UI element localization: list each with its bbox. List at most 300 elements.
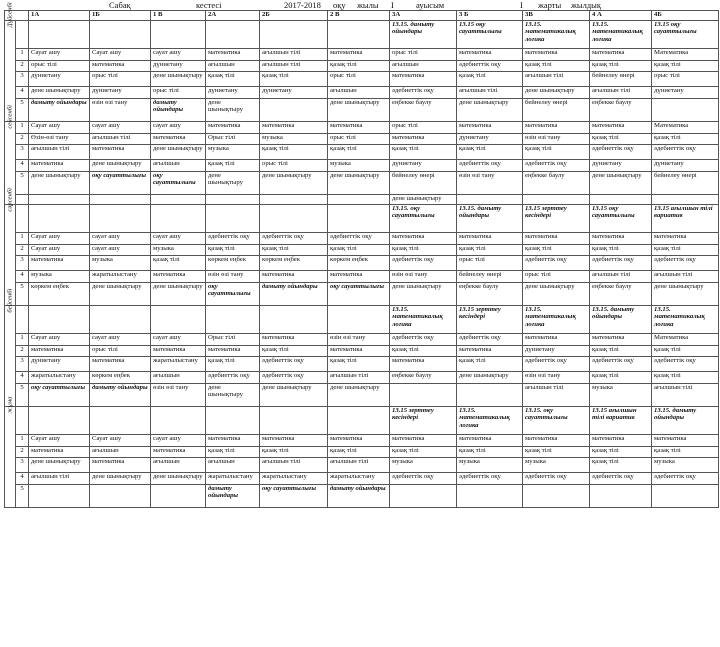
lesson-cell: математика: [390, 134, 457, 145]
lesson-cell: әдебиеттік оқу: [523, 357, 590, 372]
lesson-cell: дене шынықтыру: [151, 283, 206, 306]
lesson-number: 3: [16, 357, 29, 372]
elective-cell: 13.15. оқу сауаттылығы: [523, 407, 590, 435]
lesson-row: [5, 271, 719, 283]
lesson-cell: математика: [523, 49, 590, 61]
lesson-cell: оқу сауаттылығы: [206, 283, 260, 306]
lesson-cell: әдебиеттік оқу: [390, 87, 457, 99]
lesson-cell: әдебиеттік оқу: [457, 334, 523, 346]
lesson-cell: ағылшын тілі: [328, 372, 390, 384]
lesson-number: 3: [16, 145, 29, 160]
elective-cell: 13.15. оқу сауаттылығы: [390, 205, 457, 233]
lesson-cell: дүниетану: [29, 72, 90, 87]
lesson-cell: [29, 195, 90, 205]
elective-cell: 13.15 ағылшын тілі вариатив: [652, 205, 719, 233]
class-header: 4Б: [652, 11, 719, 21]
elective-cell: 13.15 оқу сауаттылығы: [652, 21, 719, 49]
lesson-cell: математика: [151, 134, 206, 145]
elective-cell: [151, 205, 206, 233]
elective-row: [5, 306, 719, 334]
lesson-cell: Математика: [652, 334, 719, 346]
lesson-cell: математика: [457, 122, 523, 134]
lesson-cell: сауат ашу: [151, 435, 206, 447]
lesson-cell: [652, 99, 719, 122]
lesson-cell: дене шынықтыру: [457, 372, 523, 384]
elective-cell: 13.15. математикалық логика: [523, 306, 590, 334]
lesson-cell: ағылшын тілі: [457, 87, 523, 99]
class-header: 3 Б: [457, 11, 523, 21]
day-label: сәрсенбі: [6, 187, 14, 212]
lesson-cell: әдебиеттік оқу: [652, 357, 719, 372]
lesson-cell: ағылшын тілі: [29, 473, 90, 485]
lesson-cell: математика: [328, 122, 390, 134]
elective-cell: [90, 407, 151, 435]
lesson-row: [5, 233, 719, 245]
elective-cell: [260, 306, 328, 334]
lesson-cell: ағылшын тілі: [590, 87, 652, 99]
lesson-cell: математика: [523, 233, 590, 245]
lesson-cell: дүниетану: [523, 346, 590, 357]
lesson-cell: [151, 485, 206, 508]
lesson-row: [5, 283, 719, 306]
lesson-cell: дене шынықтыру: [390, 195, 457, 205]
title-word: жылдық: [571, 0, 601, 10]
lesson-cell: музыка: [151, 245, 206, 256]
lesson-cell: орыс тілі: [457, 256, 523, 271]
lesson-cell: еңбекке баулу: [390, 99, 457, 122]
elective-cell: 13.15 ағылшын тілі вариатив: [590, 407, 652, 435]
lesson-cell: сауат ашу: [90, 245, 151, 256]
lesson-row: [5, 172, 719, 195]
lesson-number: [16, 205, 29, 233]
lesson-cell: математика: [590, 49, 652, 61]
lesson-row: [5, 357, 719, 372]
elective-cell: 13.15. дамыту ойындары: [652, 407, 719, 435]
elective-cell: 13.15 зерттеу кесіндері: [523, 205, 590, 233]
lesson-cell: қазақ тілі: [260, 72, 328, 87]
lesson-cell: дүниетану: [260, 87, 328, 99]
lesson-cell: математика: [457, 435, 523, 447]
lesson-cell: әдебиеттік оқу: [523, 473, 590, 485]
elective-cell: 13.15. математикалық логика: [652, 306, 719, 334]
lesson-cell: [652, 195, 719, 205]
lesson-cell: дене шынықтыру: [151, 72, 206, 87]
lesson-cell: дене шынықтыру: [457, 99, 523, 122]
lesson-cell: әдебиеттік оқу: [652, 256, 719, 271]
lesson-cell: сауат ашу: [151, 49, 206, 61]
class-header: 4 А: [590, 11, 652, 21]
lesson-number: [16, 407, 29, 435]
lesson-cell: қазақ тілі: [390, 346, 457, 357]
lesson-cell: ағылшын тілі: [652, 384, 719, 407]
lesson-number: 4: [16, 473, 29, 485]
lesson-cell: қазақ тілі: [590, 61, 652, 72]
lesson-cell: музыка: [652, 458, 719, 473]
elective-cell: 13.15 зерттеу кесіндері: [390, 407, 457, 435]
lesson-cell: музыка: [206, 145, 260, 160]
lesson-number: [16, 306, 29, 334]
lesson-cell: әдебиеттік оқу: [523, 256, 590, 271]
lesson-cell: қазақ тілі: [328, 245, 390, 256]
lesson-number: 4: [16, 271, 29, 283]
lesson-cell: еңбекке баулу: [457, 283, 523, 306]
lesson-cell: қазақ тілі: [652, 346, 719, 357]
elective-cell: 13.15. математикалық логика: [457, 407, 523, 435]
elective-row: [5, 205, 719, 233]
lesson-cell: ағылшын: [328, 87, 390, 99]
lesson-row: [5, 346, 719, 357]
lesson-cell: қазақ тілі: [457, 245, 523, 256]
lesson-cell: математика: [328, 346, 390, 357]
lesson-cell: математика: [390, 435, 457, 447]
lesson-cell: өзін өзі тану: [328, 334, 390, 346]
elective-cell: [29, 21, 90, 49]
lesson-cell: дене шынықтыру: [151, 473, 206, 485]
lesson-cell: сауат ашу: [90, 122, 151, 134]
lesson-cell: [29, 485, 90, 508]
lesson-row: [5, 72, 719, 87]
lesson-cell: қазақ тілі: [260, 346, 328, 357]
lesson-row: [5, 256, 719, 271]
elective-row: [5, 21, 719, 49]
lesson-cell: қазақ тілі: [151, 256, 206, 271]
lesson-cell: Сауат ашу: [29, 233, 90, 245]
lesson-cell: дене шынықтыру: [151, 145, 206, 160]
lesson-cell: әдебиеттік оқу: [652, 145, 719, 160]
title-year: 2017-2018: [284, 0, 321, 10]
lesson-cell: математика: [151, 271, 206, 283]
lesson-cell: математика: [590, 334, 652, 346]
lesson-cell: математика: [29, 160, 90, 172]
elective-cell: 13.15. дамыту ойындары: [457, 205, 523, 233]
lesson-cell: математика: [151, 447, 206, 458]
elective-cell: [260, 205, 328, 233]
lesson-number: [16, 195, 29, 205]
lesson-cell: [590, 485, 652, 508]
lesson-cell: қазақ тілі: [206, 447, 260, 458]
lesson-cell: әдебиеттік оқу: [652, 473, 719, 485]
elective-row: [5, 407, 719, 435]
lesson-cell: дүниетану: [29, 357, 90, 372]
lesson-cell: музыка: [90, 256, 151, 271]
lesson-cell: әдебиеттік оқу: [590, 473, 652, 485]
lesson-cell: әдебиеттік оқу: [390, 334, 457, 346]
lesson-cell: еңбекке баулу: [590, 99, 652, 122]
lesson-cell: көркем еңбек: [90, 372, 151, 384]
lesson-cell: қазақ тілі: [590, 245, 652, 256]
lesson-cell: дене шынықтыру: [90, 160, 151, 172]
title-word: I: [391, 0, 394, 10]
lesson-cell: математика: [652, 233, 719, 245]
lesson-cell: дамыту ойындары: [260, 283, 328, 306]
lesson-cell: қазақ тілі: [652, 372, 719, 384]
lesson-cell: еңбекке баулу: [390, 372, 457, 384]
lesson-row: [5, 245, 719, 256]
lesson-cell: қазақ тілі: [206, 160, 260, 172]
title-word: жылы: [357, 0, 379, 10]
lesson-cell: әдебиеттік оқу: [206, 372, 260, 384]
lesson-cell: математика: [206, 346, 260, 357]
lesson-cell: қазақ тілі: [328, 447, 390, 458]
lesson-cell: дене шынықтыру: [390, 283, 457, 306]
lesson-cell: қазақ тілі: [328, 357, 390, 372]
lesson-cell: бейнелеу өнері: [457, 271, 523, 283]
lesson-row: [5, 61, 719, 72]
lesson-cell: әдебиеттік оқу: [328, 233, 390, 245]
lesson-cell: ағылшын тілі: [90, 134, 151, 145]
lesson-cell: қазақ тілі: [590, 458, 652, 473]
lesson-cell: математика: [457, 346, 523, 357]
lesson-cell: математика: [590, 122, 652, 134]
lesson-cell: оқу сауаттылығы: [151, 172, 206, 195]
lesson-number: 4: [16, 87, 29, 99]
schedule-title: [0, 0, 720, 10]
day-name: [5, 396, 16, 508]
lesson-cell: дамыту ойындары: [206, 485, 260, 508]
class-header: 2А: [206, 11, 260, 21]
elective-cell: [260, 21, 328, 49]
lesson-cell: қазақ тілі: [590, 346, 652, 357]
lesson-cell: Өзін-өзі тану: [29, 134, 90, 145]
lesson-cell: ағылшын тілі: [523, 384, 590, 407]
lesson-cell: музыка: [390, 458, 457, 473]
lesson-number: 1: [16, 435, 29, 447]
lesson-cell: ағылшын тілі: [523, 72, 590, 87]
lesson-cell: математика: [590, 233, 652, 245]
lesson-cell: қазақ тілі: [390, 447, 457, 458]
lesson-cell: орыс тілі: [260, 160, 328, 172]
lesson-cell: қазақ тілі: [260, 447, 328, 458]
day-label: сейсенбі: [6, 105, 14, 129]
lesson-cell: орыс тілі: [328, 72, 390, 87]
title-word: I: [520, 0, 523, 10]
lesson-row: [5, 122, 719, 134]
lesson-cell: дамыту ойындары: [90, 384, 151, 407]
lesson-cell: көркем еңбек: [328, 256, 390, 271]
lesson-number: 2: [16, 447, 29, 458]
lesson-cell: математика: [328, 435, 390, 447]
elective-cell: [260, 407, 328, 435]
lesson-cell: музыка: [29, 271, 90, 283]
lesson-cell: әдебиеттік оқу: [457, 160, 523, 172]
lesson-cell: қазақ тілі: [590, 447, 652, 458]
lesson-row: [5, 87, 719, 99]
lesson-cell: әдебиеттік оқу: [260, 372, 328, 384]
lesson-cell: орыс тілі: [390, 49, 457, 61]
lesson-cell: жаратылыстану: [328, 473, 390, 485]
lesson-cell: еңбекке баулу: [590, 283, 652, 306]
lesson-cell: математика: [90, 458, 151, 473]
header-row: [5, 11, 719, 21]
lesson-row: [5, 435, 719, 447]
lesson-cell: дене шынықтыру: [29, 87, 90, 99]
lesson-cell: дене шынықтыру: [206, 172, 260, 195]
lesson-cell: математика: [90, 357, 151, 372]
lesson-cell: дене шынықтыру: [328, 99, 390, 122]
lesson-cell: дене шынықтыру: [206, 99, 260, 122]
lesson-row: [5, 145, 719, 160]
lesson-cell: дене шынықтыру: [590, 172, 652, 195]
class-header: 2Б: [260, 11, 328, 21]
elective-cell: [151, 306, 206, 334]
lesson-cell: [206, 195, 260, 205]
lesson-cell: қазақ тілі: [523, 447, 590, 458]
lesson-cell: дене шынықтыру: [328, 384, 390, 407]
lesson-cell: математика: [206, 435, 260, 447]
lesson-cell: ағылшын: [206, 61, 260, 72]
lesson-cell: қазақ тілі: [590, 372, 652, 384]
lesson-cell: жаратылыстану: [29, 372, 90, 384]
lesson-cell: математика: [523, 334, 590, 346]
lesson-cell: математика: [328, 271, 390, 283]
lesson-row: [5, 384, 719, 407]
lesson-number: 1: [16, 233, 29, 245]
lesson-cell: [457, 485, 523, 508]
lesson-cell: математика: [457, 233, 523, 245]
lesson-cell: әдебиеттік оқу: [457, 473, 523, 485]
lesson-cell: жаратылыстану: [151, 357, 206, 372]
lesson-cell: дене шынықтыру: [29, 458, 90, 473]
lesson-cell: қазақ тілі: [523, 245, 590, 256]
lesson-cell: еңбекке баулу: [523, 172, 590, 195]
lesson-cell: оқу сауаттылығы: [90, 172, 151, 195]
elective-cell: [206, 407, 260, 435]
lesson-cell: ағылшын тілі: [29, 145, 90, 160]
lesson-number: [16, 21, 29, 49]
lesson-row: [5, 447, 719, 458]
lesson-cell: математика: [260, 271, 328, 283]
lesson-number: 3: [16, 72, 29, 87]
elective-cell: [29, 306, 90, 334]
lesson-cell: жаратылыстану: [90, 271, 151, 283]
extra-row: [5, 195, 719, 205]
lesson-cell: дене шынықтыру: [260, 384, 328, 407]
lesson-cell: орыс тілі: [29, 61, 90, 72]
lesson-cell: жаратылыстану: [260, 473, 328, 485]
lesson-cell: математика: [390, 233, 457, 245]
lesson-cell: Сауат ашу: [29, 435, 90, 447]
lesson-cell: ағылшын тілі: [328, 458, 390, 473]
lesson-cell: музыка: [523, 458, 590, 473]
lesson-cell: Сауат ашу: [29, 49, 90, 61]
lesson-cell: әдебиеттік оқу: [206, 233, 260, 245]
lesson-cell: математика: [390, 357, 457, 372]
lesson-cell: әдебиеттік оқу: [523, 160, 590, 172]
elective-cell: [29, 205, 90, 233]
lesson-cell: математика: [90, 61, 151, 72]
elective-cell: [206, 21, 260, 49]
lesson-cell: ағылшын: [151, 372, 206, 384]
title-word: Сабақ: [109, 0, 131, 10]
lesson-number: 2: [16, 61, 29, 72]
class-header: 1Б: [90, 11, 151, 21]
lesson-cell: қазақ тілі: [328, 61, 390, 72]
lesson-row: [5, 160, 719, 172]
lesson-cell: ағылшын тілі: [260, 61, 328, 72]
lesson-cell: математика: [457, 49, 523, 61]
lesson-cell: әдебиеттік оқу: [390, 256, 457, 271]
lesson-cell: сауат ашу: [90, 334, 151, 346]
class-header: 3В: [523, 11, 590, 21]
lesson-cell: қазақ тілі: [523, 61, 590, 72]
lesson-cell: дүниетану: [652, 160, 719, 172]
lesson-cell: әдебиеттік оқу: [590, 145, 652, 160]
lesson-number: 1: [16, 122, 29, 134]
lesson-cell: [590, 195, 652, 205]
lesson-cell: қазақ тілі: [457, 72, 523, 87]
lesson-cell: дүниетану: [151, 61, 206, 72]
lesson-cell: дамыту ойындары: [328, 485, 390, 508]
lesson-cell: қазақ тілі: [457, 447, 523, 458]
lesson-cell: [457, 384, 523, 407]
lesson-cell: Орыс тілі: [206, 134, 260, 145]
lesson-cell: көркем еңбек: [29, 283, 90, 306]
lesson-cell: өзін өзі тану: [390, 271, 457, 283]
lesson-cell: дүниетану: [457, 134, 523, 145]
lesson-cell: Сауат ашу: [29, 245, 90, 256]
lesson-cell: бейнелеу өнері: [390, 172, 457, 195]
class-header: 1 В: [151, 11, 206, 21]
lesson-cell: [90, 485, 151, 508]
elective-cell: [90, 21, 151, 49]
lesson-cell: қазақ тілі: [260, 245, 328, 256]
lesson-row: [5, 473, 719, 485]
lesson-cell: өзін өзі тану: [151, 384, 206, 407]
lesson-cell: музыка: [260, 134, 328, 145]
lesson-cell: математика: [151, 346, 206, 357]
lesson-cell: дене шынықтыру: [523, 87, 590, 99]
lesson-cell: әдебиеттік оқу: [390, 473, 457, 485]
lesson-cell: бейнелеу өнері: [523, 99, 590, 122]
lesson-row: [5, 49, 719, 61]
elective-cell: 13.15 оқу сауаттылығы: [590, 205, 652, 233]
day-label: бейсенбі: [6, 288, 14, 313]
lesson-number: 1: [16, 49, 29, 61]
lesson-cell: оқу сауаттылығы: [260, 485, 328, 508]
lesson-cell: қазақ тілі: [390, 145, 457, 160]
lesson-cell: орыс тілі: [652, 72, 719, 87]
lesson-cell: оқу сауаттылығы: [29, 384, 90, 407]
lesson-cell: Сауат ашу: [29, 122, 90, 134]
lesson-cell: математика: [260, 334, 328, 346]
lesson-cell: [260, 99, 328, 122]
lesson-row: [5, 99, 719, 122]
lesson-cell: бейнелеу өнері: [652, 172, 719, 195]
lesson-cell: орыс тілі: [328, 134, 390, 145]
lesson-cell: [390, 384, 457, 407]
lesson-number: 5: [16, 283, 29, 306]
lesson-number: 3: [16, 458, 29, 473]
lesson-number: 5: [16, 485, 29, 508]
lesson-cell: Математика: [652, 49, 719, 61]
elective-cell: [328, 407, 390, 435]
lesson-cell: ағылшын тілі: [260, 458, 328, 473]
lesson-cell: орыс тілі: [90, 72, 151, 87]
lesson-cell: [90, 195, 151, 205]
lesson-cell: [652, 485, 719, 508]
elective-cell: [29, 407, 90, 435]
lesson-cell: әдебиеттік оқу: [590, 256, 652, 271]
lesson-cell: орыс тілі: [390, 122, 457, 134]
lesson-cell: музыка: [457, 458, 523, 473]
lesson-cell: Сауат ашу: [90, 435, 151, 447]
lesson-cell: дамыту ойындары: [151, 99, 206, 122]
lesson-row: [5, 458, 719, 473]
lesson-cell: қазақ тілі: [652, 61, 719, 72]
lesson-cell: орыс тілі: [523, 271, 590, 283]
lesson-cell: дене шынықтыру: [523, 283, 590, 306]
lesson-cell: дүниетану: [206, 87, 260, 99]
